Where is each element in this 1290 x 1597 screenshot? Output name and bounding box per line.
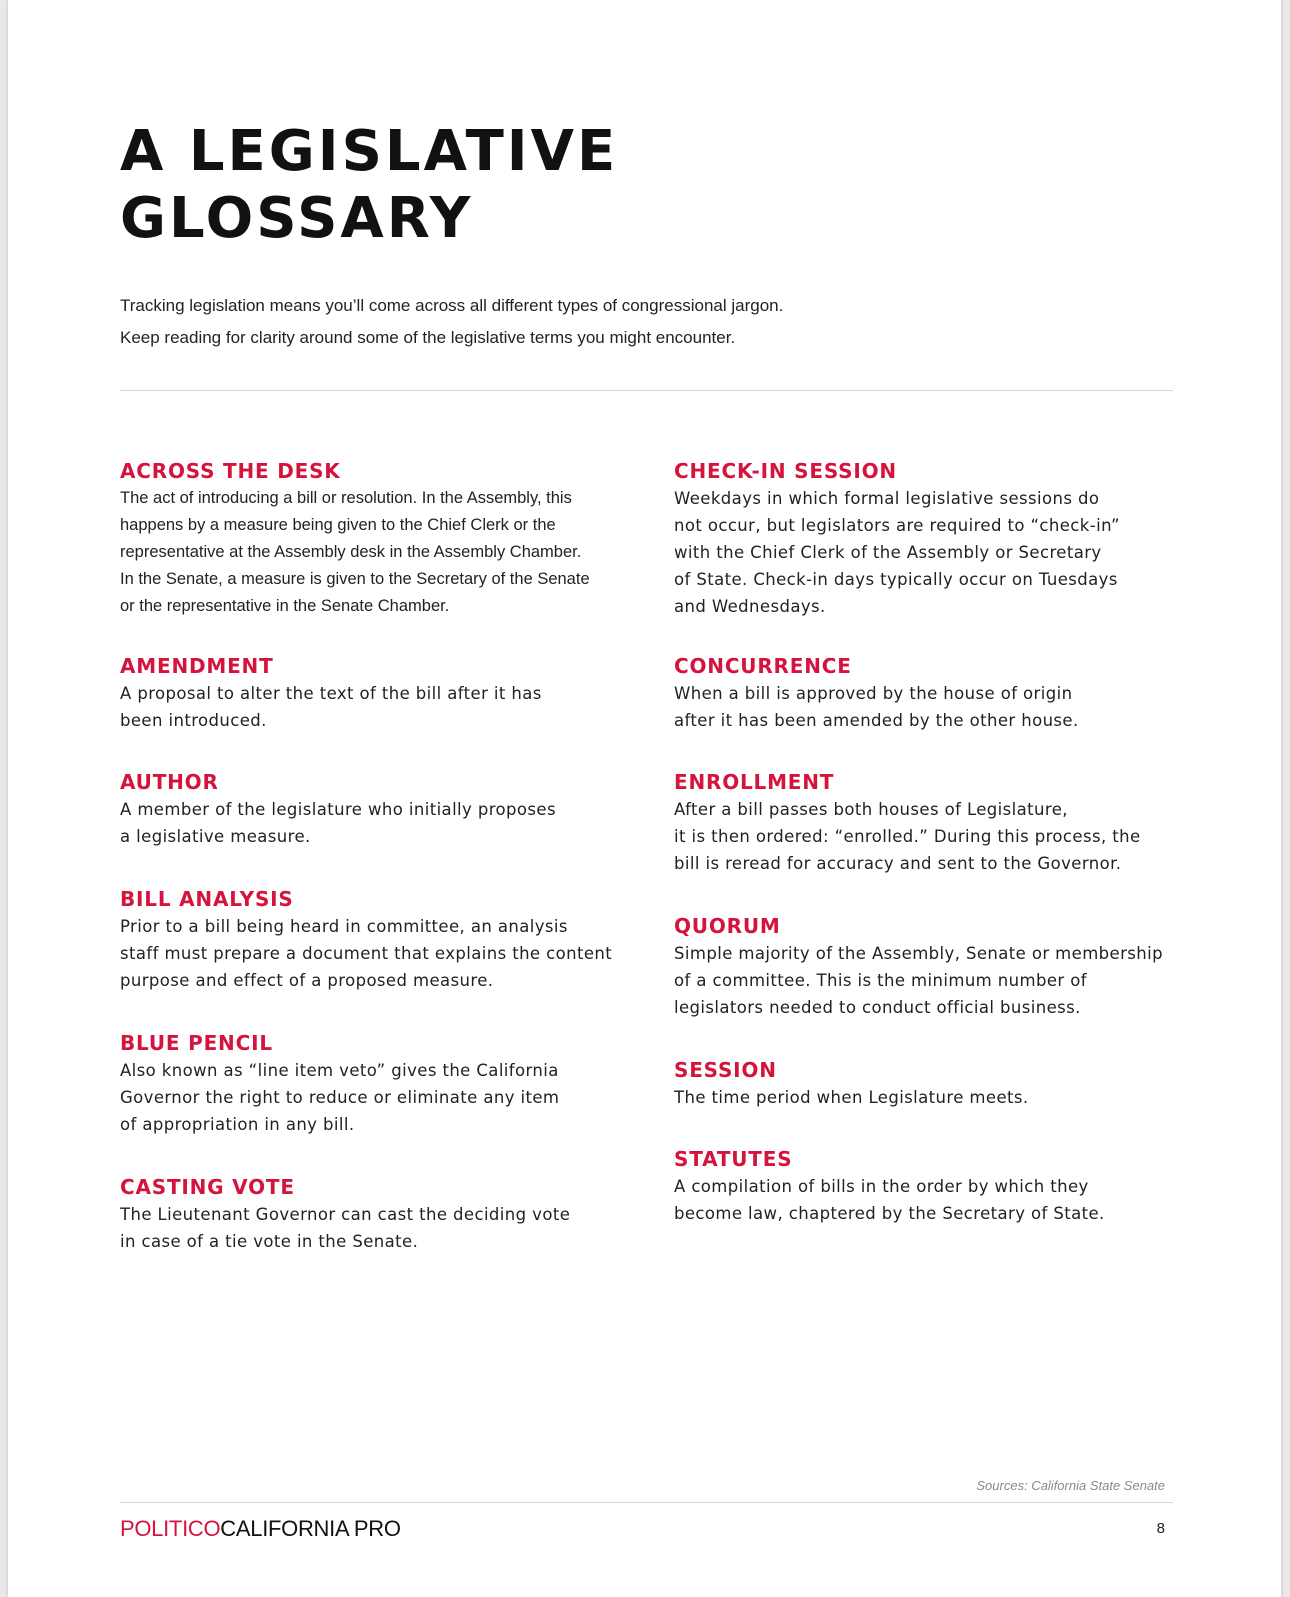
sources-note: Sources: California State Senate	[976, 1478, 1165, 1493]
footer-divider	[120, 1502, 1173, 1503]
document-page	[8, 0, 1281, 1597]
top-divider	[120, 390, 1173, 391]
glossary-entry-enrollment	[674, 768, 1174, 877]
term-definition: A member of the legislature who initially proposes a legislative measure.	[120, 800, 556, 846]
glossary-entry-session	[674, 1056, 1174, 1111]
glossary-entry-bill-analysis	[120, 885, 620, 994]
term-definition: Prior to a bill being heard in committee, an analysis staff must prepare a document that explains the content purpose and effect of a proposed measure.	[120, 917, 613, 990]
term-heading: CONCURRENCE	[674, 654, 852, 678]
glossary-entry-across-the-desk	[120, 457, 620, 620]
page-title	[120, 118, 618, 252]
glossary-entry-check-in-session	[674, 457, 1174, 620]
term-definition: After a bill passes both houses of Legislature, it is then ordered: “enrolled.” During this process, the bill is reread for accuracy and sent to the Governor.	[674, 800, 1141, 873]
term-definition: The time period when Legislature meets.	[674, 1088, 1029, 1107]
term-heading: QUORUM	[674, 914, 781, 938]
term-heading: CASTING VOTE	[120, 1175, 295, 1199]
glossary-entry-statutes	[674, 1145, 1174, 1227]
title-line-2: GLOSSARY	[120, 186, 474, 251]
term-definition: A compilation of bills in the order by which they become law, chaptered by the Secretary of State.	[674, 1177, 1105, 1223]
glossary-entry-author	[120, 768, 620, 850]
term-definition: Also known as “line item veto” gives the California Governor the right to reduce or eliminate any item of appropriation in any bill.	[120, 1061, 560, 1134]
intro-line-2: Keep reading for clarity around some of the legislative terms you might encounter.	[120, 328, 736, 347]
term-definition: The act of introducing a bill or resolution. In the Assembly, this happens by a measure being given to the Chief Clerk or the representative at the Assembly desk in the Assembly Chamber. In the Senate, a measure is given to the Secretary of the Senate or the representative in the Senate Chamber.	[120, 489, 590, 615]
brand-logo	[120, 1516, 401, 1542]
term-heading: AMENDMENT	[120, 654, 274, 678]
glossary-entry-concurrence	[674, 652, 1174, 734]
term-heading: BLUE PENCIL	[120, 1031, 273, 1055]
term-definition: The Lieutenant Governor can cast the deciding vote in case of a tie vote in the Senate.	[120, 1205, 571, 1251]
glossary-entry-casting-vote	[120, 1173, 620, 1255]
glossary-entry-amendment	[120, 652, 620, 734]
glossary-entry-blue-pencil	[120, 1029, 620, 1138]
term-heading: CHECK-IN SESSION	[674, 459, 897, 483]
term-heading: ENROLLMENT	[674, 770, 835, 794]
term-definition: A proposal to alter the text of the bill after it has been introduced.	[120, 684, 542, 730]
brand-california: CALIFORNIA	[220, 1516, 349, 1541]
term-heading: STATUTES	[674, 1147, 793, 1171]
page-number: 8	[1156, 1520, 1165, 1537]
term-definition: Weekdays in which formal legislative sessions do not occur, but legislators are required to “check-in” with the Chief Clerk of the Assembly or Secretary of State. Check-in days typically occur on Tuesdays and Wednesdays.	[674, 489, 1120, 616]
brand-pro: PRO	[348, 1516, 401, 1541]
glossary-entry-quorum	[674, 912, 1174, 1021]
term-heading: ACROSS THE DESK	[120, 459, 341, 483]
term-heading: SESSION	[674, 1058, 777, 1082]
term-heading: BILL ANALYSIS	[120, 887, 294, 911]
intro-line-1: Tracking legislation means you’ll come across all different types of congressional jargon.	[120, 296, 784, 315]
title-line-1: A LEGISLATIVE	[120, 119, 619, 184]
term-definition: Simple majority of the Assembly, Senate or membership of a committee. This is the minimum number of legislators needed to conduct official business.	[674, 944, 1163, 1017]
brand-politico: POLITICO	[120, 1516, 221, 1541]
term-definition: When a bill is approved by the house of origin after it has been amended by the other house.	[674, 684, 1079, 730]
term-heading: AUTHOR	[120, 770, 219, 794]
intro-paragraph	[120, 290, 1120, 354]
